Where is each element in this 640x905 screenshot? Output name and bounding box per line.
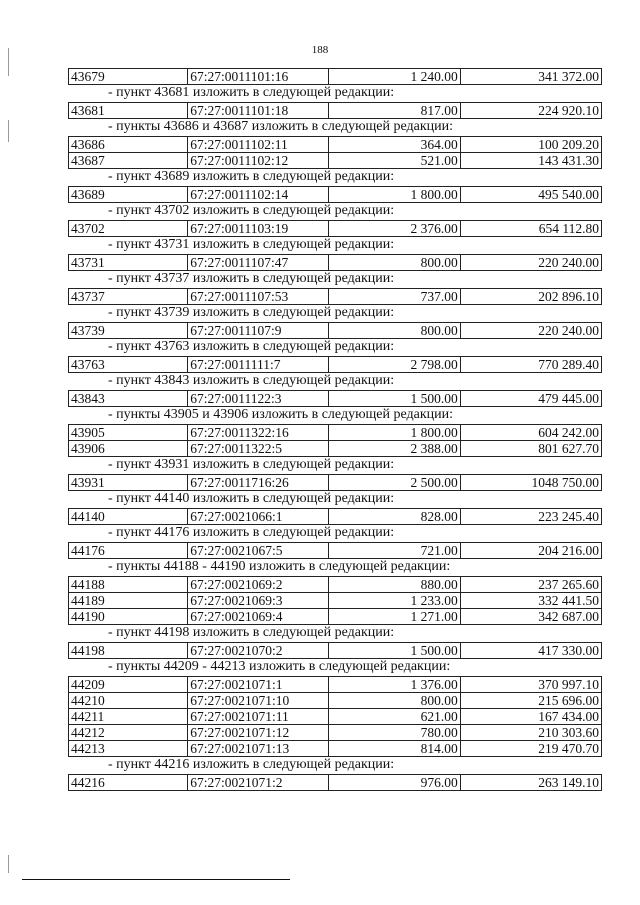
page-number: 188 (311, 44, 329, 56)
area-cell: 1 233.00 (329, 593, 460, 609)
item-number-cell: 43763 (69, 357, 188, 373)
area-cell: 737.00 (329, 289, 460, 305)
cadastral-number-cell: 67:27:0021071:2 (188, 775, 329, 791)
amendment-heading: - пункт 44176 изложить в следующей редакции: (108, 525, 395, 540)
value-cell: 202 896.10 (460, 289, 601, 305)
item-number-cell: 44189 (69, 593, 188, 609)
parcel-table (68, 220, 602, 237)
value-cell: 479 445.00 (460, 391, 601, 407)
item-number-cell: 44212 (69, 725, 188, 741)
value-cell: 167 434.00 (460, 709, 601, 725)
table-row (69, 593, 602, 609)
item-number-cell: 43739 (69, 323, 188, 339)
value-cell: 770 289.40 (460, 357, 601, 373)
amendment-heading: - пункт 43931 изложить в следующей редакции: (108, 457, 395, 472)
document-body (68, 68, 602, 791)
value-cell: 210 303.60 (460, 725, 601, 741)
parcel-table (68, 390, 602, 407)
value-cell: 604 242.00 (460, 425, 601, 441)
parcel-table (68, 576, 602, 625)
cadastral-number-cell: 67:27:0011102:12 (188, 153, 329, 169)
value-cell: 342 687.00 (460, 609, 601, 625)
cadastral-number-cell: 67:27:0021071:13 (188, 741, 329, 757)
cadastral-number-cell: 67:27:0021071:12 (188, 725, 329, 741)
table-row (69, 475, 602, 491)
table-row (69, 137, 602, 153)
value-cell: 370 997.10 (460, 677, 601, 693)
parcel-table (68, 288, 602, 305)
table-row (69, 741, 602, 757)
scan-margin-mark (8, 48, 9, 76)
parcel-table (68, 322, 602, 339)
cadastral-number-cell: 67:27:0011122:3 (188, 391, 329, 407)
value-cell: 219 470.70 (460, 741, 601, 757)
area-cell: 721.00 (329, 543, 460, 559)
area-cell: 621.00 (329, 709, 460, 725)
parcel-table (68, 642, 602, 659)
cadastral-number-cell: 67:27:0011322:16 (188, 425, 329, 441)
cadastral-number-cell: 67:27:0011102:11 (188, 137, 329, 153)
item-number-cell: 43687 (69, 153, 188, 169)
amendment-heading: - пункт 44140 изложить в следующей редакции: (108, 491, 395, 506)
item-number-cell: 43731 (69, 255, 188, 271)
item-number-cell: 43702 (69, 221, 188, 237)
cadastral-number-cell: 67:27:0011107:9 (188, 323, 329, 339)
area-cell: 880.00 (329, 577, 460, 593)
table-row (69, 693, 602, 709)
table-row (69, 441, 602, 457)
item-number-cell: 44140 (69, 509, 188, 525)
item-number-cell: 44211 (69, 709, 188, 725)
amendment-heading: - пункт 43737 изложить в следующей редакции: (108, 271, 395, 286)
item-number-cell: 44213 (69, 741, 188, 757)
item-number-cell: 43686 (69, 137, 188, 153)
item-number-cell: 43843 (69, 391, 188, 407)
parcel-table (68, 136, 602, 169)
parcel-table (68, 356, 602, 373)
item-number-cell: 43689 (69, 187, 188, 203)
cadastral-number-cell: 67:27:0021067:5 (188, 543, 329, 559)
area-cell: 814.00 (329, 741, 460, 757)
table-row (69, 543, 602, 559)
item-number-cell: 43906 (69, 441, 188, 457)
cadastral-number-cell: 67:27:0011103:19 (188, 221, 329, 237)
table-row (69, 725, 602, 741)
amendment-heading: - пункт 44198 изложить в следующей редакции: (108, 625, 395, 640)
value-cell: 1048 750.00 (460, 475, 601, 491)
area-cell: 976.00 (329, 775, 460, 791)
amendment-heading: - пункт 43689 изложить в следующей редакции: (108, 169, 395, 184)
amendment-heading: - пункты 43686 и 43687 изложить в следующей редакции: (108, 119, 454, 134)
area-cell: 364.00 (329, 137, 460, 153)
item-number-cell: 44209 (69, 677, 188, 693)
item-number-cell: 44210 (69, 693, 188, 709)
amendment-heading: - пункты 44209 - 44213 изложить в следующей редакции: (108, 659, 451, 674)
cadastral-number-cell: 67:27:0011101:18 (188, 103, 329, 119)
parcel-table (68, 676, 602, 757)
value-cell: 332 441.50 (460, 593, 601, 609)
area-cell: 828.00 (329, 509, 460, 525)
parcel-table (68, 254, 602, 271)
cadastral-number-cell: 67:27:0021071:10 (188, 693, 329, 709)
area-cell: 1 800.00 (329, 187, 460, 203)
item-number-cell: 44176 (69, 543, 188, 559)
table-row (69, 221, 602, 237)
cadastral-number-cell: 67:27:0021069:2 (188, 577, 329, 593)
amendment-heading: - пункт 43731 изложить в следующей редакции: (108, 237, 395, 252)
area-cell: 1 800.00 (329, 425, 460, 441)
value-cell: 417 330.00 (460, 643, 601, 659)
parcel-table (68, 424, 602, 457)
cadastral-number-cell: 67:27:0011111:7 (188, 357, 329, 373)
area-cell: 2 376.00 (329, 221, 460, 237)
area-cell: 800.00 (329, 255, 460, 271)
area-cell: 780.00 (329, 725, 460, 741)
item-number-cell: 44188 (69, 577, 188, 593)
parcel-table (68, 508, 602, 525)
area-cell: 800.00 (329, 323, 460, 339)
table-row (69, 775, 602, 791)
table-row (69, 425, 602, 441)
parcel-table (68, 542, 602, 559)
value-cell: 654 112.80 (460, 221, 601, 237)
area-cell: 1 500.00 (329, 643, 460, 659)
cadastral-number-cell: 67:27:0011322:5 (188, 441, 329, 457)
value-cell: 341 372.00 (460, 69, 601, 85)
amendment-heading: - пункты 43905 и 43906 изложить в следующей редакции: (108, 407, 454, 422)
value-cell: 143 431.30 (460, 153, 601, 169)
parcel-table (68, 774, 602, 791)
table-row (69, 69, 602, 85)
table-row (69, 677, 602, 693)
cadastral-number-cell: 67:27:0011716:26 (188, 475, 329, 491)
item-number-cell: 43905 (69, 425, 188, 441)
amendment-heading: - пункт 43702 изложить в следующей редакции: (108, 203, 395, 218)
value-cell: 223 245.40 (460, 509, 601, 525)
cadastral-number-cell: 67:27:0011102:14 (188, 187, 329, 203)
amendment-heading: - пункт 43763 изложить в следующей редакции: (108, 339, 395, 354)
table-row (69, 609, 602, 625)
scan-margin-mark (8, 120, 9, 142)
area-cell: 1 500.00 (329, 391, 460, 407)
item-number-cell: 44190 (69, 609, 188, 625)
value-cell: 237 265.60 (460, 577, 601, 593)
value-cell: 263 149.10 (460, 775, 601, 791)
item-number-cell: 43931 (69, 475, 188, 491)
value-cell: 215 696.00 (460, 693, 601, 709)
cadastral-number-cell: 67:27:0011107:47 (188, 255, 329, 271)
area-cell: 1 376.00 (329, 677, 460, 693)
table-row (69, 391, 602, 407)
amendment-heading: - пункт 44216 изложить в следующей редакции: (108, 757, 395, 772)
table-row (69, 323, 602, 339)
cadastral-number-cell: 67:27:0021069:4 (188, 609, 329, 625)
value-cell: 220 240.00 (460, 323, 601, 339)
amendment-heading: - пункт 43681 изложить в следующей редакции: (108, 85, 395, 100)
table-row (69, 509, 602, 525)
cadastral-number-cell: 67:27:0011101:16 (188, 69, 329, 85)
footnote-rule (22, 879, 290, 880)
area-cell: 817.00 (329, 103, 460, 119)
area-cell: 2 500.00 (329, 475, 460, 491)
cadastral-number-cell: 67:27:0021071:11 (188, 709, 329, 725)
table-row (69, 187, 602, 203)
cadastral-number-cell: 67:27:0021066:1 (188, 509, 329, 525)
parcel-table (68, 474, 602, 491)
value-cell: 801 627.70 (460, 441, 601, 457)
value-cell: 224 920.10 (460, 103, 601, 119)
cadastral-number-cell: 67:27:0021071:1 (188, 677, 329, 693)
area-cell: 1 271.00 (329, 609, 460, 625)
parcel-table (68, 186, 602, 203)
area-cell: 2 798.00 (329, 357, 460, 373)
parcel-table (68, 68, 602, 85)
area-cell: 800.00 (329, 693, 460, 709)
cadastral-number-cell: 67:27:0011107:53 (188, 289, 329, 305)
value-cell: 495 540.00 (460, 187, 601, 203)
value-cell: 220 240.00 (460, 255, 601, 271)
table-row (69, 643, 602, 659)
item-number-cell: 43737 (69, 289, 188, 305)
area-cell: 1 240.00 (329, 69, 460, 85)
area-cell: 521.00 (329, 153, 460, 169)
parcel-table (68, 102, 602, 119)
item-number-cell: 43679 (69, 69, 188, 85)
value-cell: 204 216.00 (460, 543, 601, 559)
table-row (69, 255, 602, 271)
amendment-heading: - пункт 43843 изложить в следующей редакции: (108, 373, 395, 388)
table-row (69, 357, 602, 373)
table-row (69, 709, 602, 725)
table-row (69, 289, 602, 305)
amendment-heading: - пункт 43739 изложить в следующей редакции: (108, 305, 395, 320)
table-row (69, 153, 602, 169)
value-cell: 100 209.20 (460, 137, 601, 153)
item-number-cell: 44198 (69, 643, 188, 659)
area-cell: 2 388.00 (329, 441, 460, 457)
item-number-cell: 44216 (69, 775, 188, 791)
cadastral-number-cell: 67:27:0021069:3 (188, 593, 329, 609)
table-row (69, 103, 602, 119)
item-number-cell: 43681 (69, 103, 188, 119)
table-row (69, 577, 602, 593)
scan-margin-mark (8, 855, 9, 873)
amendment-heading: - пункты 44188 - 44190 изложить в следующей редакции: (108, 559, 451, 574)
cadastral-number-cell: 67:27:0021070:2 (188, 643, 329, 659)
